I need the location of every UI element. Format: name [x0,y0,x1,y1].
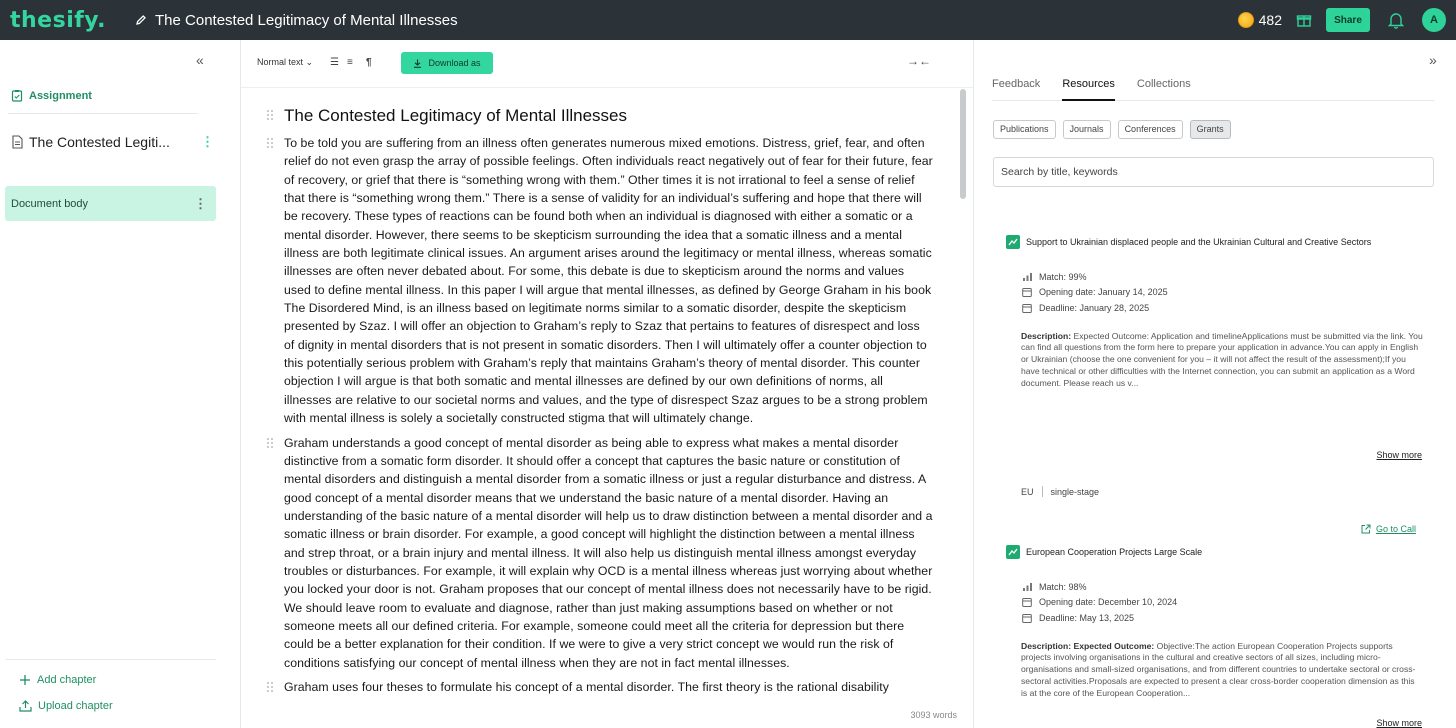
numbered-list-icon[interactable]: ≡ [347,57,353,68]
search-input[interactable]: Search by title, keywords [993,157,1434,187]
match-value: Match: 98% [1039,581,1087,592]
coin-icon [1238,12,1254,28]
text-style-select[interactable] [257,57,313,68]
chip-journals[interactable]: Journals [1063,120,1111,139]
chip-conferences[interactable]: Conferences [1118,120,1183,139]
doc-title[interactable]: The Contested Legitimacy of Mental Illnesses [155,11,458,29]
chapter-sidebar [0,40,241,728]
drag-handle-icon[interactable] [267,438,275,450]
assignment-label: Assignment [29,89,92,102]
grant-title: Support to Ukrainian displaced people and the Ukrainian Cultural and Creative Sectors [1026,237,1372,247]
top-right-controls [1238,0,1456,40]
paragraph-text: Graham understands a good concept of mental disorder as being able to express what makes a mental disorder distinctive from a somatic form disorder. It should offer a concept that captures the basic nature or constitution of mental disorders and distinguish a mental disorder from a somatic illness or just a regular disturbance and distress. A good concept of a mental disorder means that we understand the basic nature of a mental disorder. Having an understanding of the basic nature of a mental disorder will help us to draw distinction between a mental disorder and a somatic illness or brain disorder. For example, a good concept will highlight the distinction between a mental illness and strep throat, or a brain injury and mental illness. It will also help us distinguish mental illness amongst everyday troubles or disturbances. For example, it will explain why OCD is a mental illness whereas just worrying about whether you locked your door is not. Graham proposes that our concept of mental illness does not necessarily have to be rigid. We should leave room to evaluate and diagnose, rather than just making assumptions based on whether or not someone meets all our defined criteria. For example, someone could meet all the criteria for depression but there could be a better explanation for their condition. If we were to give a very strict concept we would run the risk of conditions satisfying our concept of mental illness when they are not in fact mental illnesses. [284,435,933,670]
chapter-item[interactable] [11,134,214,150]
add-chapter-label: Add chapter [37,674,97,686]
paragraph-block[interactable] [241,678,961,696]
chevron-down-icon: ⌄ [305,57,314,67]
share-button[interactable]: Share [1326,8,1370,32]
clipboard-icon [11,89,23,102]
word-count: 3093 words [910,710,957,720]
editor-panel [241,40,974,728]
grant-card [1006,235,1426,534]
add-chapter-button[interactable] [19,674,96,686]
heading-block[interactable] [241,89,961,126]
go-to-call-label: Go to Call [1375,524,1416,534]
resource-filter-chips [993,120,1238,139]
calendar-icon [1021,287,1033,297]
tab-resources[interactable]: Resources [1062,78,1115,101]
upload-chapter-button[interactable] [19,700,113,712]
avatar[interactable]: A [1422,8,1446,32]
collapse-width-icon[interactable]: →← [907,54,931,68]
doc-title-area [135,12,458,29]
panel-tabs [992,78,1434,101]
paragraph-text: Graham uses four theses to formulate his concept of a mental disorder. The first theory is the rational disability [284,679,889,694]
bell-icon[interactable] [1388,11,1404,29]
collapse-sidebar-icon[interactable]: « [196,52,204,68]
chip-publications[interactable]: Publications [993,120,1056,139]
editor-toolbar [241,40,974,88]
credits-count: 482 [1258,12,1282,28]
text-style-value: Normal text [257,57,304,67]
go-to-call-link[interactable] [1361,524,1416,534]
editor-scrollbar[interactable] [959,89,967,701]
grant-tags [1021,486,1099,497]
resources-panel [974,40,1456,728]
calendar-icon [1021,597,1033,607]
trend-chart-icon [1006,545,1020,559]
external-link-icon [1361,524,1371,534]
description-label: Description: [1021,640,1072,651]
document-content[interactable] [241,89,961,701]
drag-handle-icon[interactable] [267,110,275,122]
description-text: Objective:The action European Cooperation Projects supports projects involving organisations in the cultural and creative sectors of all sizes, including micro-organisations and small-sized organisations, and from different countries to undertake sectoral or cross-sectoral activities.Proposals are expected to present a clear cross-border cooperation dimension as this is at the core of the European Cooperation... [1021,640,1416,698]
grant-description [1021,331,1423,388]
top-bar [0,0,1456,40]
divider [6,659,216,660]
deadline-date: Deadline: January 28, 2025 [1039,302,1150,313]
tab-feedback[interactable]: Feedback [992,78,1041,90]
app-logo[interactable]: thesify. [10,7,106,33]
paragraph-block[interactable] [241,434,961,672]
match-value: Match: 99% [1039,271,1087,282]
divider [1042,486,1043,497]
grant-title-row[interactable] [1006,545,1426,559]
plus-icon [19,674,31,686]
chip-grants[interactable]: Grants [1190,120,1231,139]
bulleted-list-icon[interactable]: ☰ [330,57,339,68]
upload-icon [19,700,32,712]
grant-description [1021,641,1423,698]
download-button[interactable] [401,52,493,74]
grant-card [1006,545,1426,728]
scrollbar-thumb[interactable] [960,89,966,199]
download-label: Download as [428,58,481,68]
grant-title: European Cooperation Projects Large Scale [1026,547,1203,557]
opening-date: Opening date: December 10, 2024 [1039,597,1178,608]
show-more-link[interactable]: Show more [1376,450,1422,460]
stage-tag: single-stage [1050,486,1100,497]
divider [8,113,198,114]
download-icon [413,59,422,68]
paragraph-text: To be told you are suffering from an illness often generates numerous mixed emotions. Distress, grief, fear, and often relief do not even grasp the array of possible feelings. Often individuals react negatively out of fear for their future, fear of recovery, or grief that there is “something wrong with them.” Other times it is not irrational to feel a sense of relief that there is “something wrong them.” There is a sense of validity for an individual’s suffering and hope that there will be recovery. These types of reactions can be found both when an individual is diagnosed with either a somatic or a mental disorder. However, there seems to be skepticism surrounding the idea that a somatic illness and a mental illness are both legitimate clinical issues. An argument arises around the legitimacy or mental illness, whereas somatic illnesses are often never debated about. For some, this debate is due to skepticism around the norms and values used to define mental illness. In this paper I will argue that mental illnesses, as defined by George Graham in his book The Disordered Mind, is an illness based on legitimate norms similar to a somatic disorder, despite the skepticism presented by Szaz. I will offer an objection to Graham’s reply to Szaz that pertains to features of disrespect and loss of dignity in mental disorders that is not present in somatic disorders. Then I will ultimately offer a counter objection to this potentially serious problem with Graham’s reply that maintains Graham’s theory of mental disorder. This counter objection I will argue is that both somatic and mental illnesses are defined by our own definitions of norms, all illnesses are relative to our societal norms and values, and the type of disrespect Szaz argues to be a strong problem with mental illness is solely a societally constructed stigma that will ultimately change. [284,136,933,426]
chapter-menu-icon[interactable]: ⋮ [201,134,214,149]
match-bars-icon [1021,582,1033,591]
gift-icon[interactable] [1296,12,1312,28]
paragraph-icon[interactable]: ¶ [366,57,372,68]
drag-handle-icon[interactable] [267,138,275,150]
trend-chart-icon [1006,235,1020,249]
description-label: Description: [1021,330,1072,341]
description-text: Expected Outcome: Application and timelineApplications must be submitted via the link. You can find all questions from the form here to prepare your application in advance.You can apply in English or Ukrainian (choose the one convenient for you – it will not affect the result of the assessment);If you have technical or other difficulties with the Internet connection, you can submit an application as a Word document. Please reach us v... [1021,330,1423,388]
drag-handle-icon[interactable] [267,682,275,694]
match-bars-icon [1021,272,1033,281]
document-body-item[interactable] [5,186,216,221]
paragraph-block[interactable] [241,134,961,428]
expand-panel-icon[interactable]: » [1429,52,1437,68]
chapter-label: The Contested Legiti... [29,134,170,150]
grant-title-row[interactable] [1006,235,1426,249]
document-heading: The Contested Legitimacy of Mental Illnesses [284,106,628,125]
region-tag: EU [1021,486,1034,497]
calendar-icon [1021,303,1033,313]
document-body-menu-icon[interactable]: ⋮ [194,195,207,211]
deadline-date: Deadline: May 13, 2025 [1039,612,1135,623]
tab-collections[interactable]: Collections [1136,78,1191,90]
show-more-link[interactable]: Show more [1376,718,1422,728]
opening-date: Opening date: January 14, 2025 [1039,287,1168,298]
pen-icon [135,14,147,26]
expected-outcome-label: Expected Outcome: [1073,640,1155,651]
calendar-icon [1021,613,1033,623]
document-body-label: Document body [11,197,89,210]
grant-meta [1021,269,1426,316]
document-icon [11,135,23,149]
grant-meta [1021,579,1426,626]
upload-chapter-label: Upload chapter [38,700,113,712]
assignment-link[interactable] [11,89,92,102]
